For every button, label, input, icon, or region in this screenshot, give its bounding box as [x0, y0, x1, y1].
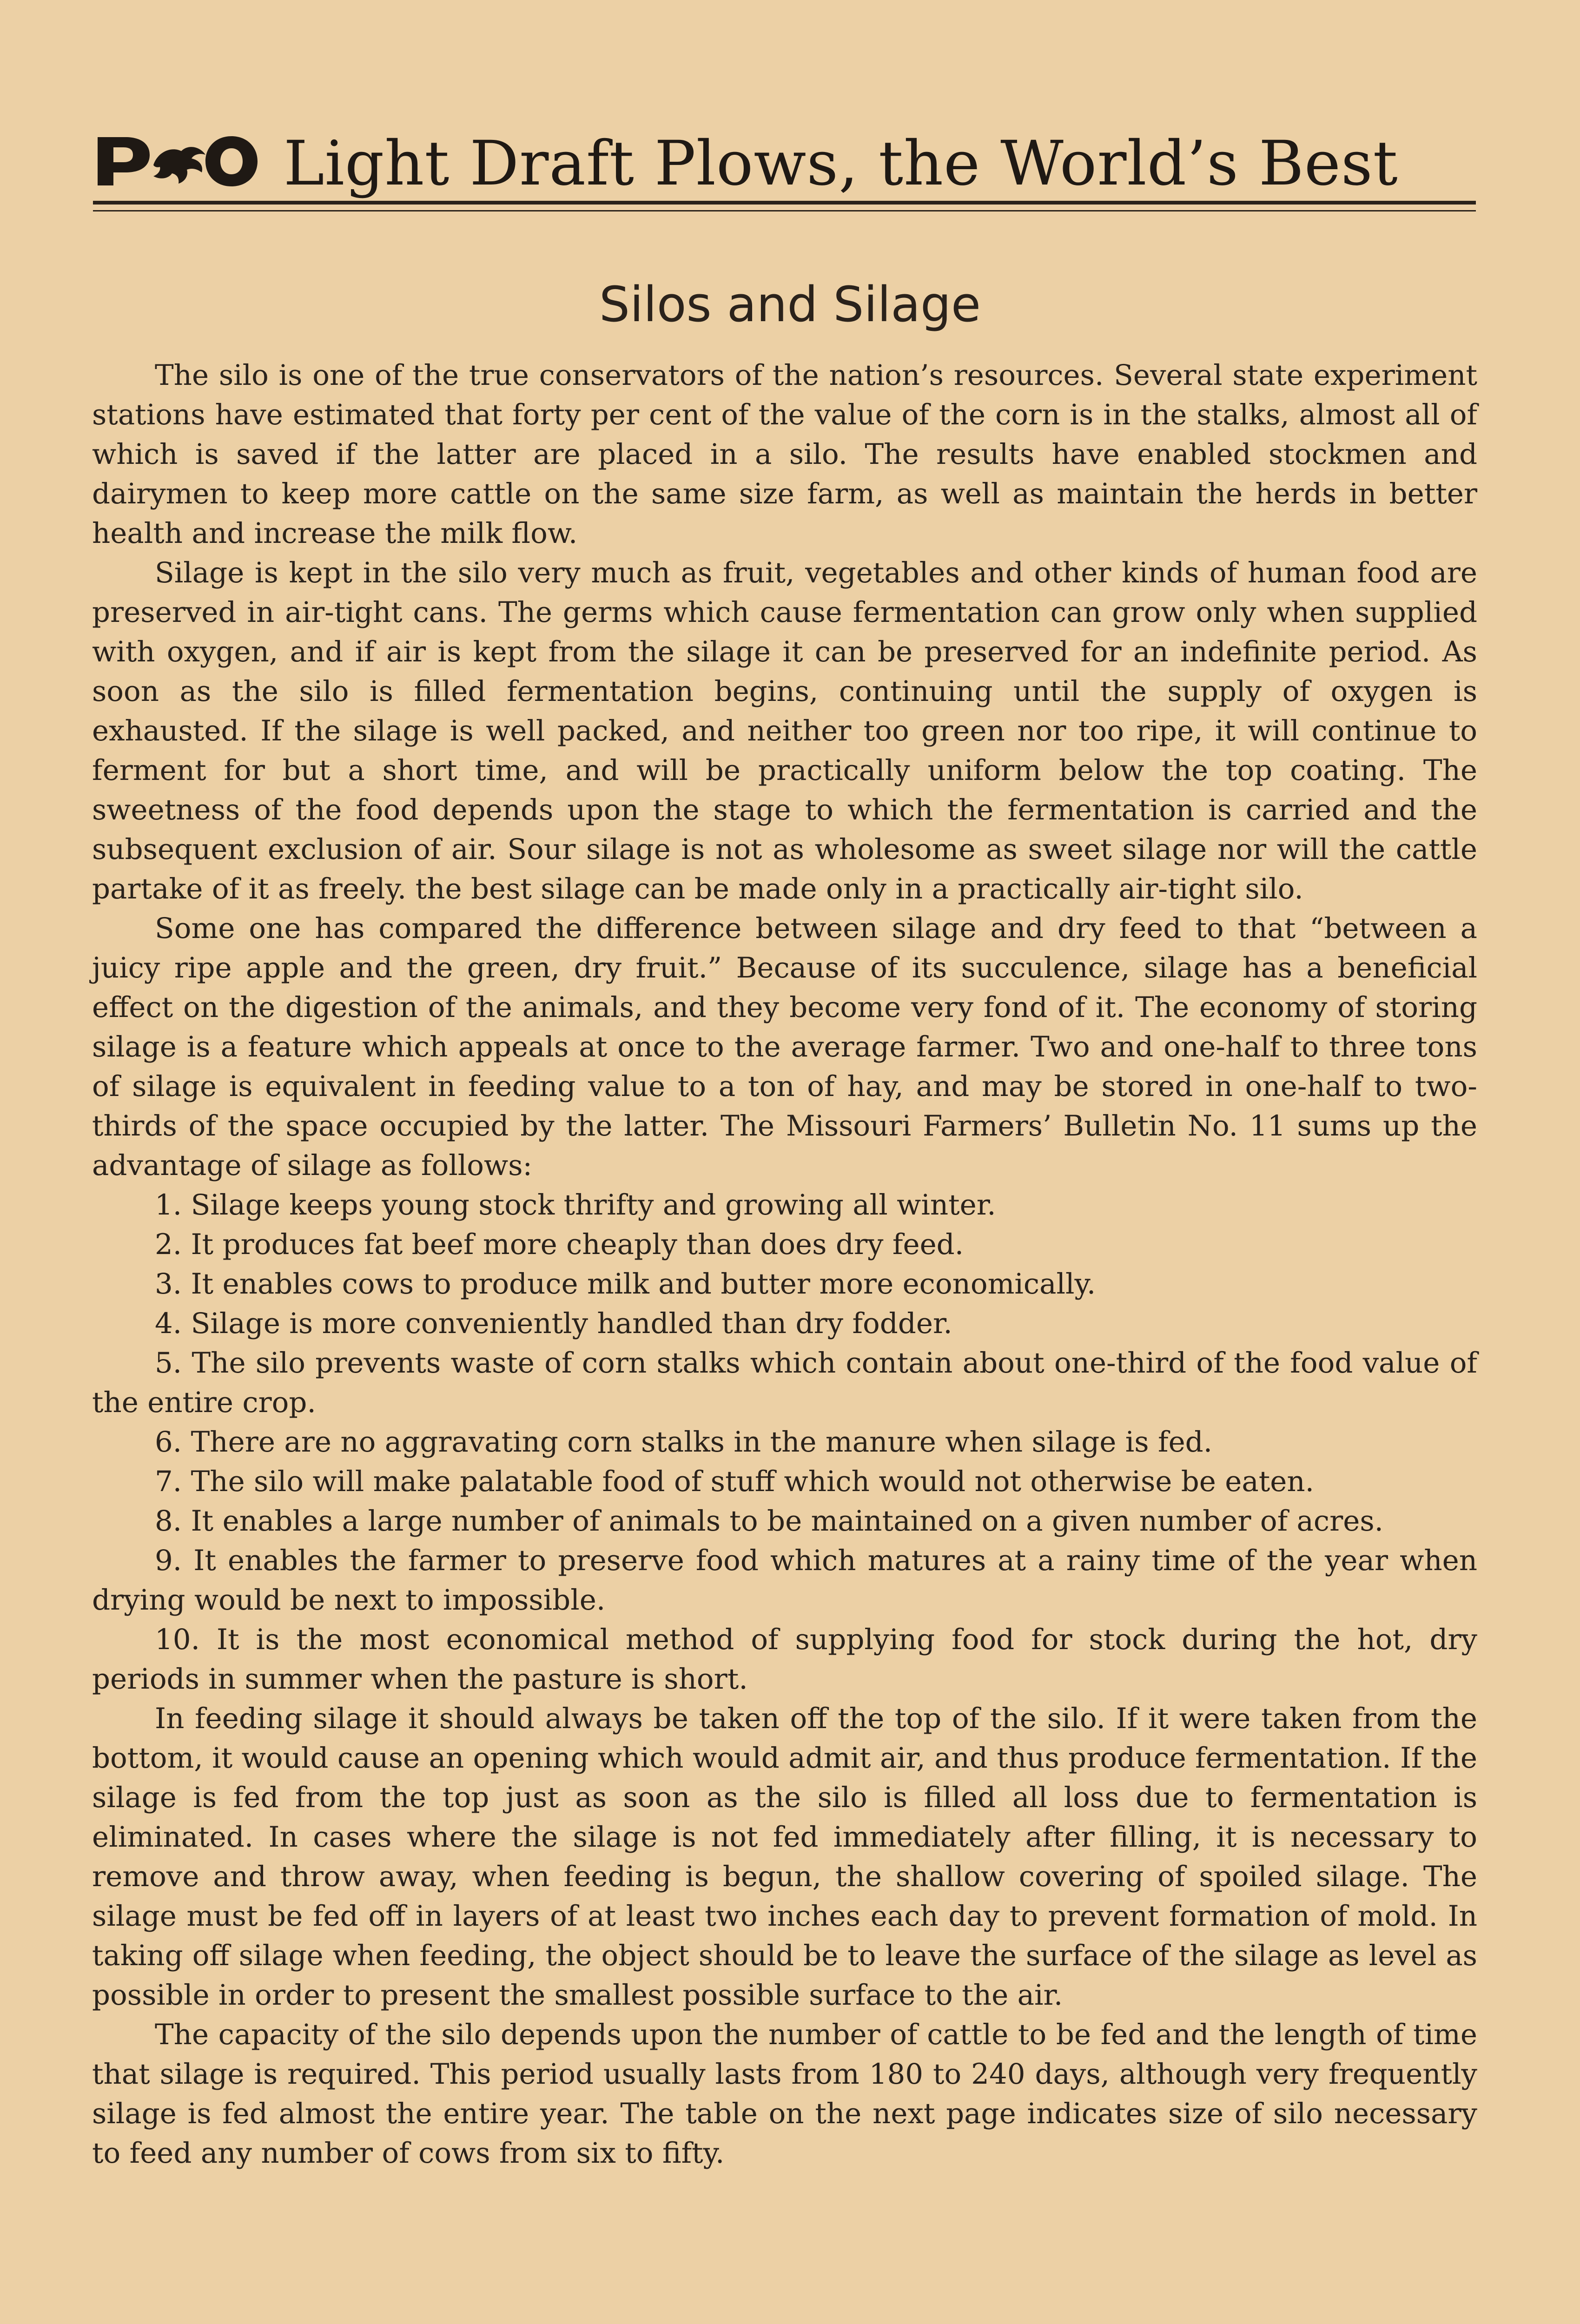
paragraph-economy: Some one has compared the difference between silage and dry feed to that “between a juicy ripe apple and the green, dry fruit.” Because of its succulence, silage has a beneficial effect on the digestion of the animals, and they become very fond of it. The economy of storing silage is a feature which appeals at once to the average farmer. Two and one-half to three tons of silage is equivalent in feeding value to a ton of hay, and may be stored in one-half to two-thirds of the space occupied by the latter. The Missouri Farmers’ Bulletin No. 11 sums up the advantage of silage as follows: [92, 912, 1477, 1182]
paragraph-preservation: Silage is kept in the silo very much as fruit, vegetables and other kinds of human food are preserved in air-tight cans. The germs which cause fermentation can grow only when supplied with oxygen, and if air is kept from the silage it can be preserved for an indefinite period. As soon as the silo is filled fermentation begins, continuing until the supply of oxygen is exhausted. If the silage is well packed, and neither too green nor too ripe, it will continue to ferment for but a short time, and will be practically uniform below the top coating. The sweetness of the food depends upon the stage to which the fermentation is carried and the subsequent exclusion of air. Sour silage is not as wholesome as sweet silage nor will the cattle partake of it as freely. the best silage can be made only in a practically air-tight silo. [92, 556, 1477, 905]
po-logo-icon [93, 132, 260, 188]
list-item: 3. It enables cows to produce milk and butter more economically. [155, 1268, 1096, 1301]
list-item: 9. It enables the farmer to preserve food which matures at a rainy time of the year when drying would be next to impossible. [92, 1544, 1477, 1617]
paragraph-capacity: The capacity of the silo depends upon the number of cattle to be fed and the length of time that silage is required. This period usually lasts from 180 to 240 days, although very frequently silage is fed almost the entire year. The table on the next page indicates size of silo necessary to feed any number of cows from six to fifty. [92, 2018, 1477, 2170]
list-item: 4. Silage is more conveniently handled than dry fodder. [155, 1307, 952, 1340]
paragraph-feeding: In feeding silage it should always be taken off the top of the silo. If it were taken from the bottom, it would cause an opening which would admit air, and thus produce fermentation. If the silage is fed from the top just as soon as the silo is filled all loss due to fermentation is eliminated. In cases where the silage is not fed immediately after filling, it is necessary to remove and throw away, when feeding is begun, the shallow covering of spoiled silage. The silage must be fed off in layers of at least two inches each day to prevent formation of mold. In taking off silage when feeding, the object should be to leave the surface of the silage as level as possible in order to present the smallest possible surface to the air. [92, 1702, 1477, 2012]
article-body [92, 356, 1477, 2173]
list-item: 8. It enables a large number of animals to be maintained on a given number of acres. [155, 1505, 1384, 1538]
running-title: Light Draft Plows, the World’s Best [284, 128, 1398, 199]
list-item: 10. It is the most economical method of supplying food for stock during the hot, dry periods in summer when the pasture is short. [92, 1623, 1477, 1696]
paragraph-intro: The silo is one of the true conservators of the nation’s resources. Several state experiment stations have estimated that forty per cent of the value of the corn is in the stalks, almost all of which is saved if the latter are placed in a silo. The results have enabled stockmen and dairymen to keep more cattle on the same size farm, as well as maintain the herds in better health and increase the milk flow. [92, 359, 1477, 550]
list-item: 5. The silo prevents waste of corn stalks which contain about one-third of the food value of the entire crop. [92, 1347, 1477, 1419]
article-title: Silos and Silage [599, 276, 981, 333]
list-item: 2. It produces fat beef more cheaply than does dry feed. [155, 1228, 964, 1261]
list-item: 6. There are no aggravating corn stalks in the manure when silage is fed. [155, 1426, 1213, 1459]
list-item: 7. The silo will make palatable food of stuff which would not otherwise be eaten. [155, 1465, 1315, 1498]
advantages-list [92, 1185, 1477, 1699]
list-item: 1. Silage keeps young stock thrifty and growing all winter. [155, 1188, 996, 1221]
page-header [93, 119, 1476, 205]
header-rule-thick [93, 201, 1476, 205]
header-rule-thin [93, 210, 1476, 211]
